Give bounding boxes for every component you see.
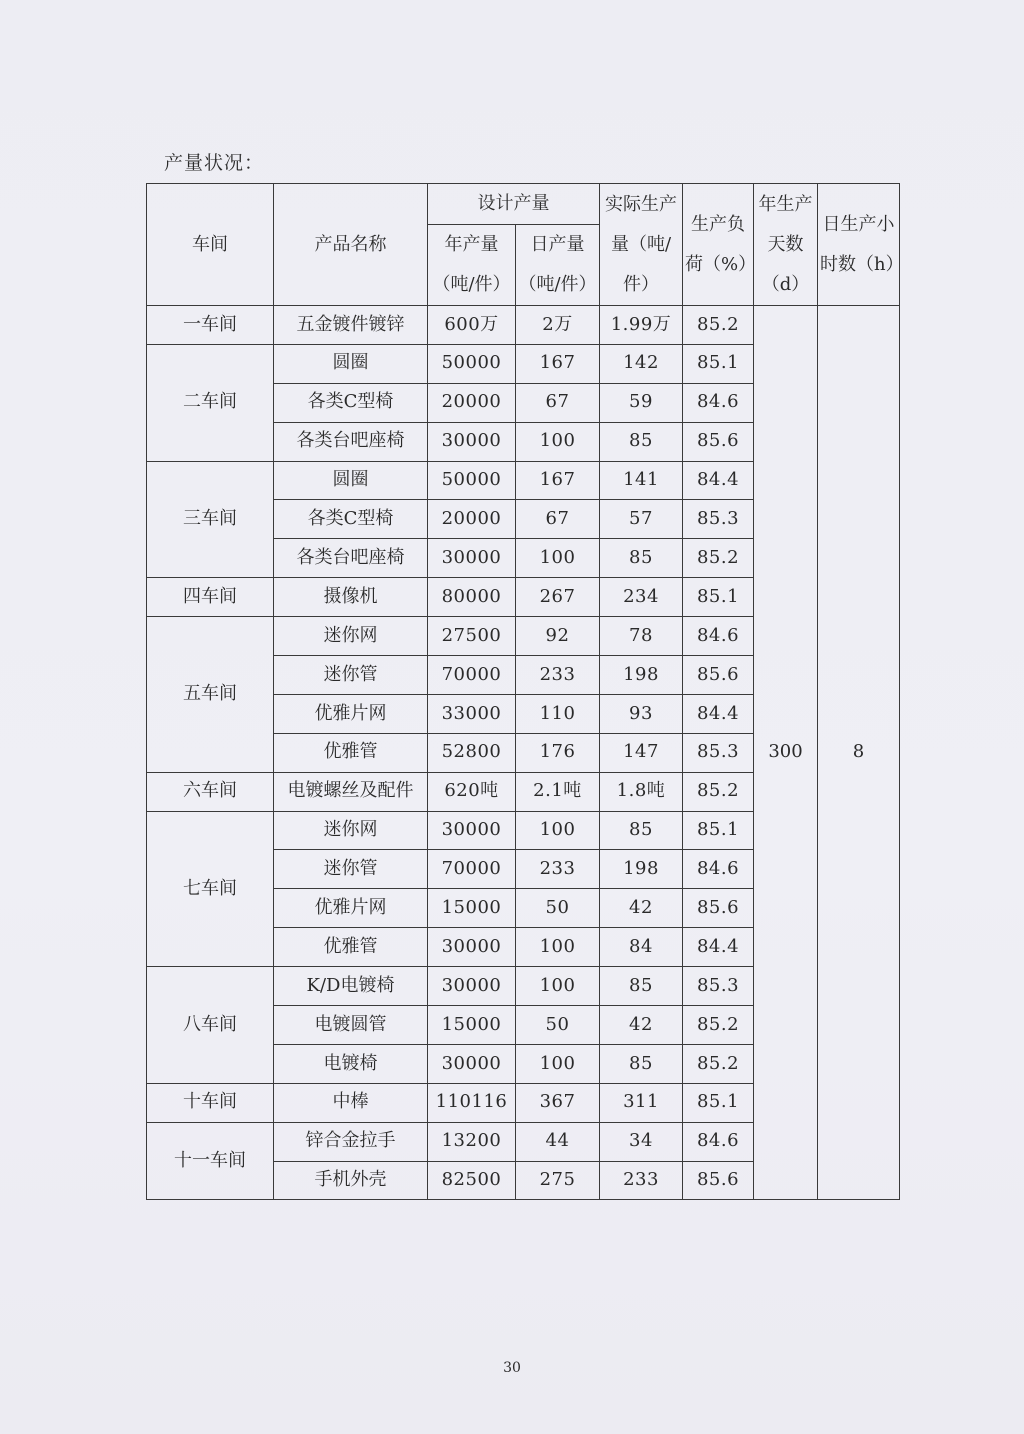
- daily-output-cell: 233: [516, 850, 600, 889]
- annual-output-cell: 33000: [428, 694, 516, 733]
- annual-output-cell: 20000: [428, 500, 516, 539]
- load-cell: 85.2: [683, 1044, 754, 1083]
- workshop-cell: 十一车间: [147, 1122, 274, 1200]
- daily-output-cell: 167: [516, 461, 600, 500]
- daily-output-cell: 100: [516, 1044, 600, 1083]
- annual-output-cell: 70000: [428, 656, 516, 695]
- workshop-cell: 十车间: [147, 1083, 274, 1122]
- load-cell: 85.1: [683, 1083, 754, 1122]
- product-cell: 优雅片网: [274, 694, 428, 733]
- actual-output-cell: 234: [600, 578, 683, 617]
- load-cell: 85.6: [683, 1161, 754, 1200]
- product-cell: 五金镀件镀锌: [274, 306, 428, 345]
- workshop-cell: 三车间: [147, 461, 274, 578]
- daily-output-cell: 100: [516, 422, 600, 461]
- daily-output-cell: 67: [516, 500, 600, 539]
- load-cell: 84.6: [683, 617, 754, 656]
- actual-output-cell: 141: [600, 461, 683, 500]
- load-cell: 84.6: [683, 1122, 754, 1161]
- daily-output-cell: 50: [516, 889, 600, 928]
- product-cell: 各类C型椅: [274, 500, 428, 539]
- header-workshop: 车间: [147, 184, 274, 306]
- annual-output-cell: 50000: [428, 344, 516, 383]
- table-row: [147, 306, 900, 345]
- load-cell: 85.6: [683, 656, 754, 695]
- header-annual-days: 年生产天数（d）: [754, 184, 818, 306]
- workshop-cell: 二车间: [147, 344, 274, 461]
- load-cell: 84.6: [683, 383, 754, 422]
- product-cell: 迷你网: [274, 617, 428, 656]
- annual-output-cell: 30000: [428, 422, 516, 461]
- header-daily-output: 日产量（吨/件）: [516, 225, 600, 306]
- annual-output-cell: 30000: [428, 928, 516, 967]
- load-cell: 84.6: [683, 850, 754, 889]
- product-cell: 电镀螺丝及配件: [274, 772, 428, 811]
- actual-output-cell: 85: [600, 1044, 683, 1083]
- product-cell: 迷你管: [274, 850, 428, 889]
- annual-output-cell: 30000: [428, 539, 516, 578]
- daily-output-cell: 100: [516, 967, 600, 1006]
- workshop-cell: 八车间: [147, 967, 274, 1084]
- load-cell: 85.2: [683, 772, 754, 811]
- product-cell: 手机外壳: [274, 1161, 428, 1200]
- actual-output-cell: 85: [600, 422, 683, 461]
- daily-output-cell: 267: [516, 578, 600, 617]
- daily-output-cell: 2万: [516, 306, 600, 345]
- actual-output-cell: 84: [600, 928, 683, 967]
- daily-output-cell: 67: [516, 383, 600, 422]
- header-annual-output: 年产量（吨/件）: [428, 225, 516, 306]
- annual-output-cell: 20000: [428, 383, 516, 422]
- actual-output-cell: 57: [600, 500, 683, 539]
- actual-output-cell: 1.8吨: [600, 772, 683, 811]
- load-cell: 85.2: [683, 539, 754, 578]
- product-cell: 各类C型椅: [274, 383, 428, 422]
- actual-output-cell: 93: [600, 694, 683, 733]
- daily-output-cell: 233: [516, 656, 600, 695]
- actual-output-cell: 142: [600, 344, 683, 383]
- annual-days-cell: 300: [754, 306, 818, 1200]
- product-cell: 中棒: [274, 1083, 428, 1122]
- table-body: [147, 306, 900, 1200]
- annual-output-cell: 13200: [428, 1122, 516, 1161]
- annual-output-cell: 30000: [428, 967, 516, 1006]
- header-product: 产品名称: [274, 184, 428, 306]
- daily-output-cell: 100: [516, 811, 600, 850]
- load-cell: 85.3: [683, 967, 754, 1006]
- product-cell: 圆圈: [274, 344, 428, 383]
- annual-output-cell: 620吨: [428, 772, 516, 811]
- actual-output-cell: 198: [600, 850, 683, 889]
- production-table: [146, 183, 904, 1200]
- actual-output-cell: 42: [600, 889, 683, 928]
- product-cell: 各类台吧座椅: [274, 539, 428, 578]
- annual-output-cell: 15000: [428, 889, 516, 928]
- annual-output-cell: 27500: [428, 617, 516, 656]
- daily-output-cell: 100: [516, 928, 600, 967]
- product-cell: 锌合金拉手: [274, 1122, 428, 1161]
- annual-output-cell: 110116: [428, 1083, 516, 1122]
- actual-output-cell: 311: [600, 1083, 683, 1122]
- daily-hours-cell: 8: [818, 306, 900, 1200]
- load-cell: 85.1: [683, 344, 754, 383]
- daily-output-cell: 92: [516, 617, 600, 656]
- actual-output-cell: 198: [600, 656, 683, 695]
- workshop-cell: 七车间: [147, 811, 274, 967]
- daily-output-cell: 275: [516, 1161, 600, 1200]
- annual-output-cell: 15000: [428, 1006, 516, 1045]
- daily-output-cell: 50: [516, 1006, 600, 1045]
- load-cell: 85.3: [683, 733, 754, 772]
- annual-output-cell: 52800: [428, 733, 516, 772]
- daily-output-cell: 176: [516, 733, 600, 772]
- daily-output-cell: 100: [516, 539, 600, 578]
- load-cell: 84.4: [683, 928, 754, 967]
- load-cell: 85.6: [683, 422, 754, 461]
- load-cell: 85.1: [683, 578, 754, 617]
- product-cell: 各类台吧座椅: [274, 422, 428, 461]
- header-actual-output: 实际生产量（吨/件）: [600, 184, 683, 306]
- annual-output-cell: 30000: [428, 811, 516, 850]
- product-cell: K/D电镀椅: [274, 967, 428, 1006]
- product-cell: 摄像机: [274, 578, 428, 617]
- actual-output-cell: 42: [600, 1006, 683, 1045]
- actual-output-cell: 85: [600, 967, 683, 1006]
- daily-output-cell: 110: [516, 694, 600, 733]
- daily-output-cell: 367: [516, 1083, 600, 1122]
- section-title: 产量状况：: [164, 152, 265, 174]
- page-number: 30: [503, 1360, 521, 1376]
- annual-output-cell: 70000: [428, 850, 516, 889]
- load-cell: 85.6: [683, 889, 754, 928]
- product-cell: 优雅管: [274, 733, 428, 772]
- product-cell: 优雅管: [274, 928, 428, 967]
- annual-output-cell: 80000: [428, 578, 516, 617]
- annual-output-cell: 600万: [428, 306, 516, 345]
- workshop-cell: 六车间: [147, 772, 274, 811]
- actual-output-cell: 78: [600, 617, 683, 656]
- product-cell: 迷你网: [274, 811, 428, 850]
- product-cell: 电镀椅: [274, 1044, 428, 1083]
- daily-output-cell: 167: [516, 344, 600, 383]
- daily-output-cell: 2.1吨: [516, 772, 600, 811]
- actual-output-cell: 85: [600, 539, 683, 578]
- product-cell: 电镀圆管: [274, 1006, 428, 1045]
- product-cell: 圆圈: [274, 461, 428, 500]
- header-daily-hours: 日生产小时数（h）: [818, 184, 900, 306]
- product-cell: 优雅片网: [274, 889, 428, 928]
- actual-output-cell: 147: [600, 733, 683, 772]
- workshop-cell: 四车间: [147, 578, 274, 617]
- product-cell: 迷你管: [274, 656, 428, 695]
- load-cell: 85.1: [683, 811, 754, 850]
- daily-output-cell: 44: [516, 1122, 600, 1161]
- load-cell: 85.2: [683, 306, 754, 345]
- header-design-output: 设计产量: [428, 184, 600, 225]
- workshop-cell: 一车间: [147, 306, 274, 345]
- load-cell: 84.4: [683, 694, 754, 733]
- actual-output-cell: 233: [600, 1161, 683, 1200]
- actual-output-cell: 85: [600, 811, 683, 850]
- actual-output-cell: 1.99万: [600, 306, 683, 345]
- load-cell: 84.4: [683, 461, 754, 500]
- header-load: 生产负荷（%）: [683, 184, 754, 306]
- workshop-cell: 五车间: [147, 617, 274, 773]
- annual-output-cell: 50000: [428, 461, 516, 500]
- annual-output-cell: 30000: [428, 1044, 516, 1083]
- actual-output-cell: 59: [600, 383, 683, 422]
- load-cell: 85.3: [683, 500, 754, 539]
- annual-output-cell: 82500: [428, 1161, 516, 1200]
- actual-output-cell: 34: [600, 1122, 683, 1161]
- load-cell: 85.2: [683, 1006, 754, 1045]
